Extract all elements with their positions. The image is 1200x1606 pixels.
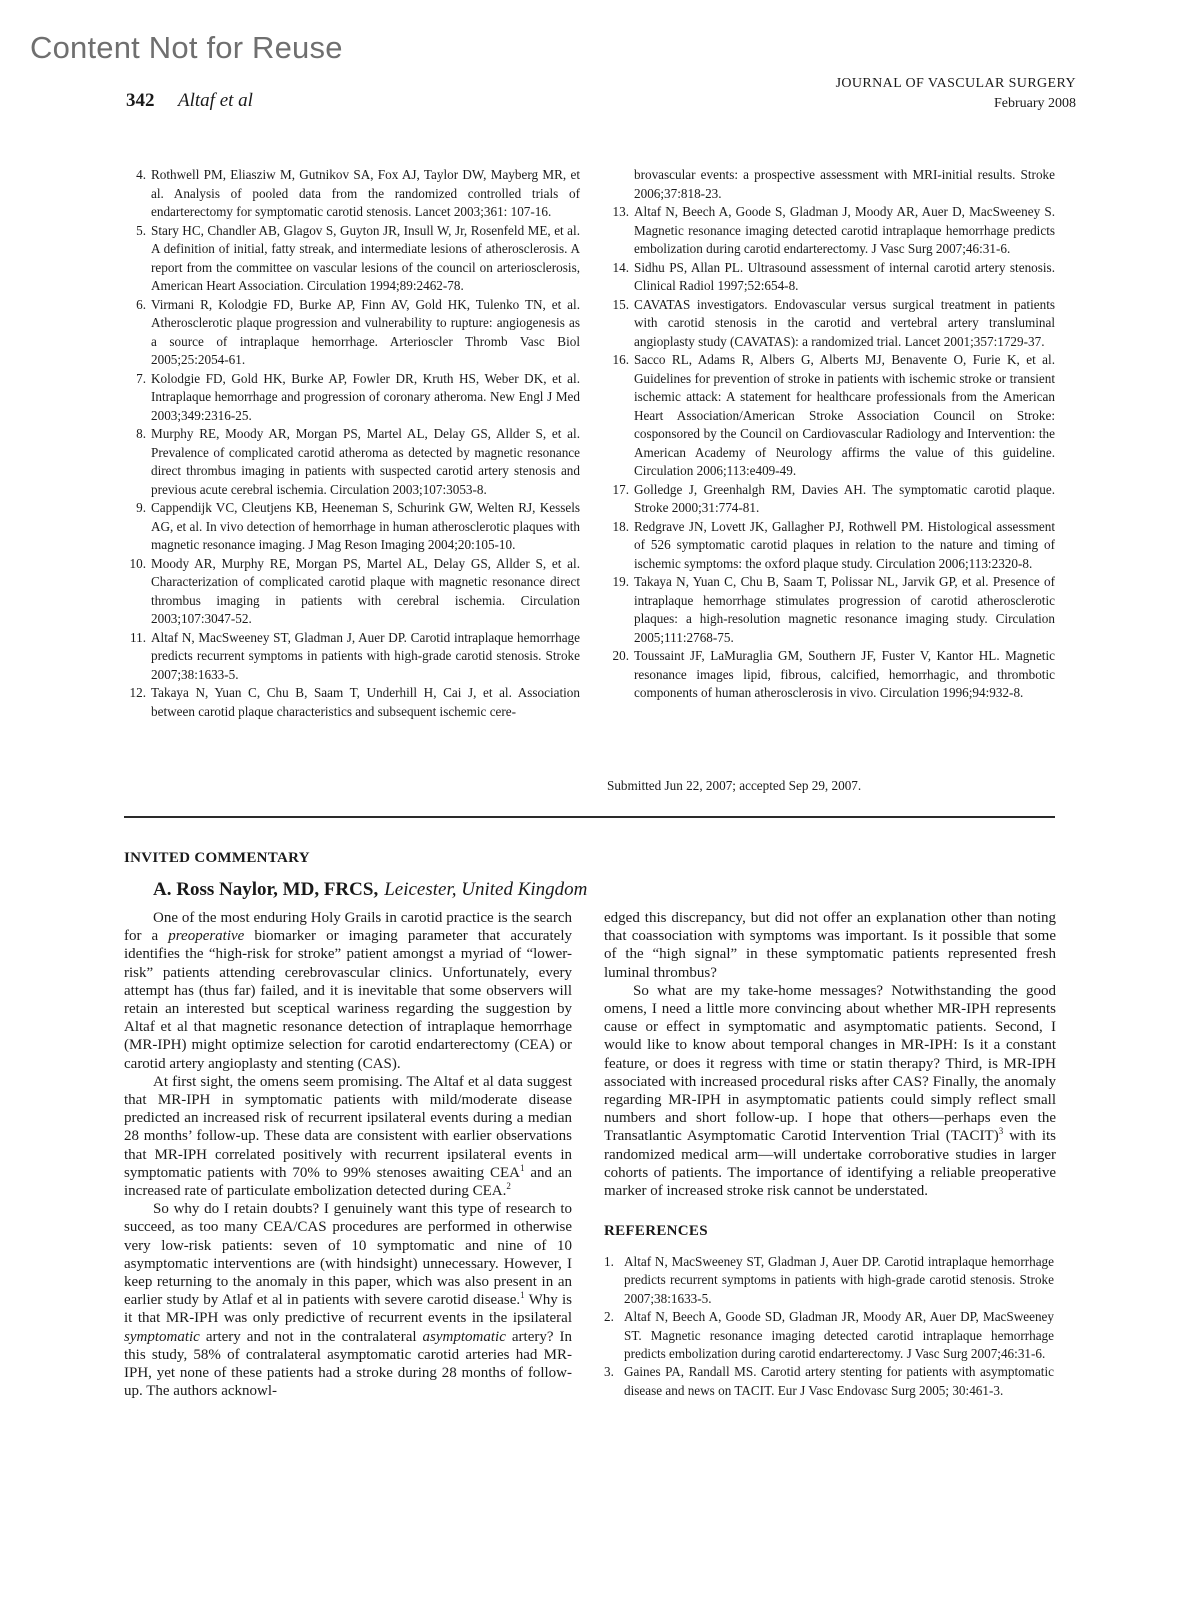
commentary-references-list bbox=[604, 1253, 1054, 1400]
reference-item: 4. Rothwell PM, Eliasziw M, Gutnikov SA, Fox AJ, Taylor DW, Mayberg MR, et al. Analysis of pooled data from the randomized controlled trials of endarterectomy for symptomatic carotid stenosis. Lancet 2003;361: 107-16. bbox=[136, 167, 580, 219]
commentary-author: A. Ross Naylor, MD, FRCS, bbox=[153, 879, 379, 900]
references-heading: REFERENCES bbox=[604, 1223, 708, 1239]
reference-item: 12. Takaya N, Yuan C, Chu B, Saam T, Underhill H, Cai J, et al. Association between carotid plaque characteristics and subsequent ischemic cere- bbox=[129, 685, 580, 719]
reference-item: 10. Moody AR, Murphy RE, Morgan PS, Martel AL, Delay GS, Allder S, et al. Characterization of complicated carotid plaque with magnetic resonance direct thrombus imaging in patients with cerebral ischemia. Circulation 2003;107:3047-52. bbox=[129, 555, 580, 626]
reference-item: 9. Cappendijk VC, Cleutjens KB, Heeneman S, Schurink GW, Welten RJ, Kessels AG, et al. In vivo detection of hemorrhage in human atherosclerotic plaques with magnetic resonance imaging. J Mag Reson Imaging 2004;20:105-10. bbox=[136, 500, 580, 552]
submission-dates: Submitted Jun 22, 2007; accepted Sep 29, 2007. bbox=[607, 778, 862, 793]
reference-item: 3. Gaines PA, Randall MS. Carotid artery stenting for patients with asymptomatic disease and news on TACIT. Eur J Vasc Endovasc Surg 2005; 30:461-3. bbox=[604, 1364, 1054, 1398]
commentary-location: Leicester, United Kingdom bbox=[384, 879, 588, 900]
references-left-column bbox=[124, 166, 580, 721]
journal-name: JOURNAL OF VASCULAR SURGERY bbox=[835, 76, 1076, 91]
reference-item: 8. Murphy RE, Moody AR, Morgan PS, Martel AL, Delay GS, Allder S, et al. Prevalence of complicated carotid atheroma as detected by magnetic resonance direct thrombus imaging in patients with suspected carotid artery stenosis and previous acute cerebral ischemia. Circulation 2003;107:3053-8. bbox=[136, 426, 580, 497]
reference-item: 2. Altaf N, Beech A, Goode SD, Gladman JR, Moody AR, Auer DP, MacSweeney ST. Magnetic resonance imaging detected carotid intraplaque hemorrhage predicts embolization during carotid endarterectomy. J Vasc Surg 2007;46:31-6. bbox=[604, 1309, 1054, 1362]
commentary-paragraph: So why do I retain doubts? I genuinely want this type of research to succeed, as too many CEA/CAS procedures are performed in otherwise very low-risk patients: seven of 10 symptomatic and nine of 10 asymptomatic interventions are (with hindsight) unnecessary. However, I keep returning to the anomaly in this paper, which was also present in an earlier study by Atlaf et al in patients with severe carotid disease.$^1$ Why is it that MR-IPH was only predictive of recurrent events in the ipsilateral symptomatic artery and not in the contralateral asymptomatic artery? In this study, 58% of contralateral asymptomatic carotid arteries had MR-IPH, yet none of these patients had a stroke during 28 months of follow-up. The authors acknowl- bbox=[124, 1201, 572, 1400]
reference-item: 6. Virmani R, Kolodgie FD, Burke AP, Finn AV, Gold HK, Tulenko TN, et al. Atherosclerotic plaque progression and vulnerability to rupture: angiogenesis as a source of intraplaque hemorrhage. Arterioscler Thromb Vasc Biol 2005;25:2054-61. bbox=[136, 296, 580, 367]
page-number: 342 bbox=[126, 90, 155, 111]
section-heading: INVITED COMMENTARY bbox=[124, 850, 310, 866]
reference-item: 16. Sacco RL, Adams R, Albers G, Alberts MJ, Benavente O, Furie K, et al. Guidelines for prevention of stroke in patients with ischemic stroke or transient ischemic attack: A statement for healthcare professionals from the American Heart Association/American Stroke Association Council on Stroke: cosponsored by the Council on Cardiovascular Radiology and Intervention: the American Academy of Neurology affirms the value of this guideline. Circulation 2006;113:e409-49. bbox=[612, 352, 1055, 478]
section-divider bbox=[124, 816, 1055, 818]
commentary-paragraph: edged this discrepancy, but did not offer an explanation other than noting that coassociation with symptoms was important. Is it possible that some of the “high signal” in these symptomatic patients represented fresh luminal thrombus? bbox=[604, 910, 1056, 981]
commentary-paragraph: So what are my take-home messages? Notwithstanding the good omens, I need a little more convincing about whether MR-IPH represents cause or effect in symptomatic and asymptomatic patients. Second, I would like to know about temporal changes in MR-IPH: Is it a constant feature, or does it regress with time or statin therapy? Third, is MR-IPH associated with increased procedural risks after CAS? Finally, the anomaly regarding MR-IPH in asymptomatic patients could simply reflect small numbers and short follow-up. I hope that others—perhaps even the Transatlantic Asymptomatic Carotid Intervention Trial (TACIT)$^3$ with its randomized medical arm—will undertake corroborative studies in larger cohorts of patients. The importance of identifying a reliable preoperative marker of increased stroke risk cannot be understated. bbox=[604, 982, 1056, 1200]
commentary-byline bbox=[153, 879, 587, 901]
reference-item: 19. Takaya N, Yuan C, Chu B, Saam T, Polissar NL, Jarvik GP, et al. Presence of intraplaque hemorrhage stimulates progression of carotid atherosclerotic plaques: a high-resolution magnetic resonance imaging study. Circulation 2005;111:2768-75. bbox=[612, 574, 1055, 645]
reference-item: 5. Stary HC, Chandler AB, Glagov S, Guyton JR, Insull W, Jr, Rosenfeld ME, et al. A definition of initial, fatty streak, and intermediate lesions of atherosclerosis. A report from the committee on vascular lesions of the council on arteriosclerosis, American Heart Association. Circulation 1994;89:2462-78. bbox=[136, 222, 580, 293]
reference-item: 13. Altaf N, Beech A, Goode S, Gladman J, Moody AR, Auer D, MacSweeney S. Magnetic resonance imaging detected carotid intraplaque hemorrhage predicts embolization during carotid endarterectomy. J Vasc Surg 2007;46:31-6. bbox=[612, 204, 1055, 256]
running-head-authors: Altaf et al bbox=[178, 90, 253, 111]
reference-item: 15. CAVATAS investigators. Endovascular versus surgical treatment in patients with carotid stenosis in the carotid and vertebral artery transluminal angioplasty study (CAVATAS): a randomized trial. Lancet 2001;357:1729-37. bbox=[612, 296, 1055, 349]
commentary-left-column bbox=[124, 909, 572, 1400]
reference-item: 11. Altaf N, MacSweeney ST, Gladman J, Auer DP. Carotid intraplaque hemorrhage predicts recurrent symptoms in patients with high-grade carotid stenosis. Stroke 2007;38:1633-5. bbox=[130, 629, 580, 682]
watermark: Content Not for Reuse bbox=[30, 30, 343, 65]
journal-date: February 2008 bbox=[993, 96, 1076, 111]
references-right-column bbox=[607, 166, 1055, 703]
reference-item: 1. Altaf N, MacSweeney ST, Gladman J, Auer DP. Carotid intraplaque hemorrhage predicts recurrent symptoms in patients with high-grade carotid stenosis. Stroke 2007;38:1633-5. bbox=[604, 1254, 1054, 1306]
reference-item: 14. Sidhu PS, Allan PL. Ultrasound assessment of internal carotid artery stenosis. Clinical Radiol 1997;52:654-8. bbox=[612, 259, 1055, 293]
commentary-right-column bbox=[604, 909, 1056, 1200]
reference-item: 7. Kolodgie FD, Gold HK, Burke AP, Fowler DR, Kruth HS, Weber DK, et al. Intraplaque hemorrhage and progression of coronary atheroma. New Engl J Med 2003;349:2316-25. bbox=[136, 370, 580, 423]
commentary-paragraph: At first sight, the omens seem promising. The Altaf et al data suggest that MR-IPH in symptomatic patients with mild/moderate disease predicted an increased risk of recurrent ipsilateral events during a median 28 months’ follow-up. These data are consistent with earlier observations that MR-IPH correlated positively with recurrent ipsilateral events in symptomatic patients with 70% to 99% stenoses awaiting CEA$^1$ and an increased rate of particulate embolization detected during CEA.$^2$ bbox=[124, 1073, 572, 1200]
reference-item: 18. Redgrave JN, Lovett JK, Gallagher PJ, Rothwell PM. Histological assessment of 526 symptomatic carotid plaques in relation to the nature and timing of ischemic symptoms: the oxford plaque study. Circulation 2006;113:2320-8. bbox=[612, 518, 1055, 571]
reference-continuation: brovascular events: a prospective assessment with MRI-initial results. Stroke 2006;37:818-23. bbox=[634, 167, 1055, 201]
commentary-paragraph: One of the most enduring Holy Grails in carotid practice is the search for a preoperative biomarker or imaging parameter that accurately identifies the “high-risk for stroke” patient amongst a myriad of “lower-risk” patients attending cerebrovascular clinics. Unfortunately, every attempt has (thus far) failed, and it is inevitable that some observers will retain an interested but sceptical wariness regarding the suggestion by Altaf et al that magnetic resonance detection of intraplaque hemorrhage (MR-IPH) might optimize selection for carotid endarterectomy (CEA) or carotid artery angioplasty and stenting (CAS). bbox=[124, 910, 572, 1072]
reference-item: 17. Golledge J, Greenhalgh RM, Davies AH. The symptomatic carotid plaque. Stroke 2000;31:774-81. bbox=[612, 481, 1055, 515]
reference-item: 20. Toussaint JF, LaMuraglia GM, Southern JF, Fuster V, Kantor HL. Magnetic resonance images lipid, fibrous, calcified, hemorrhagic, and thrombotic components of human atherosclerosis in vivo. Circulation 1996;94:932-8. bbox=[612, 648, 1055, 700]
